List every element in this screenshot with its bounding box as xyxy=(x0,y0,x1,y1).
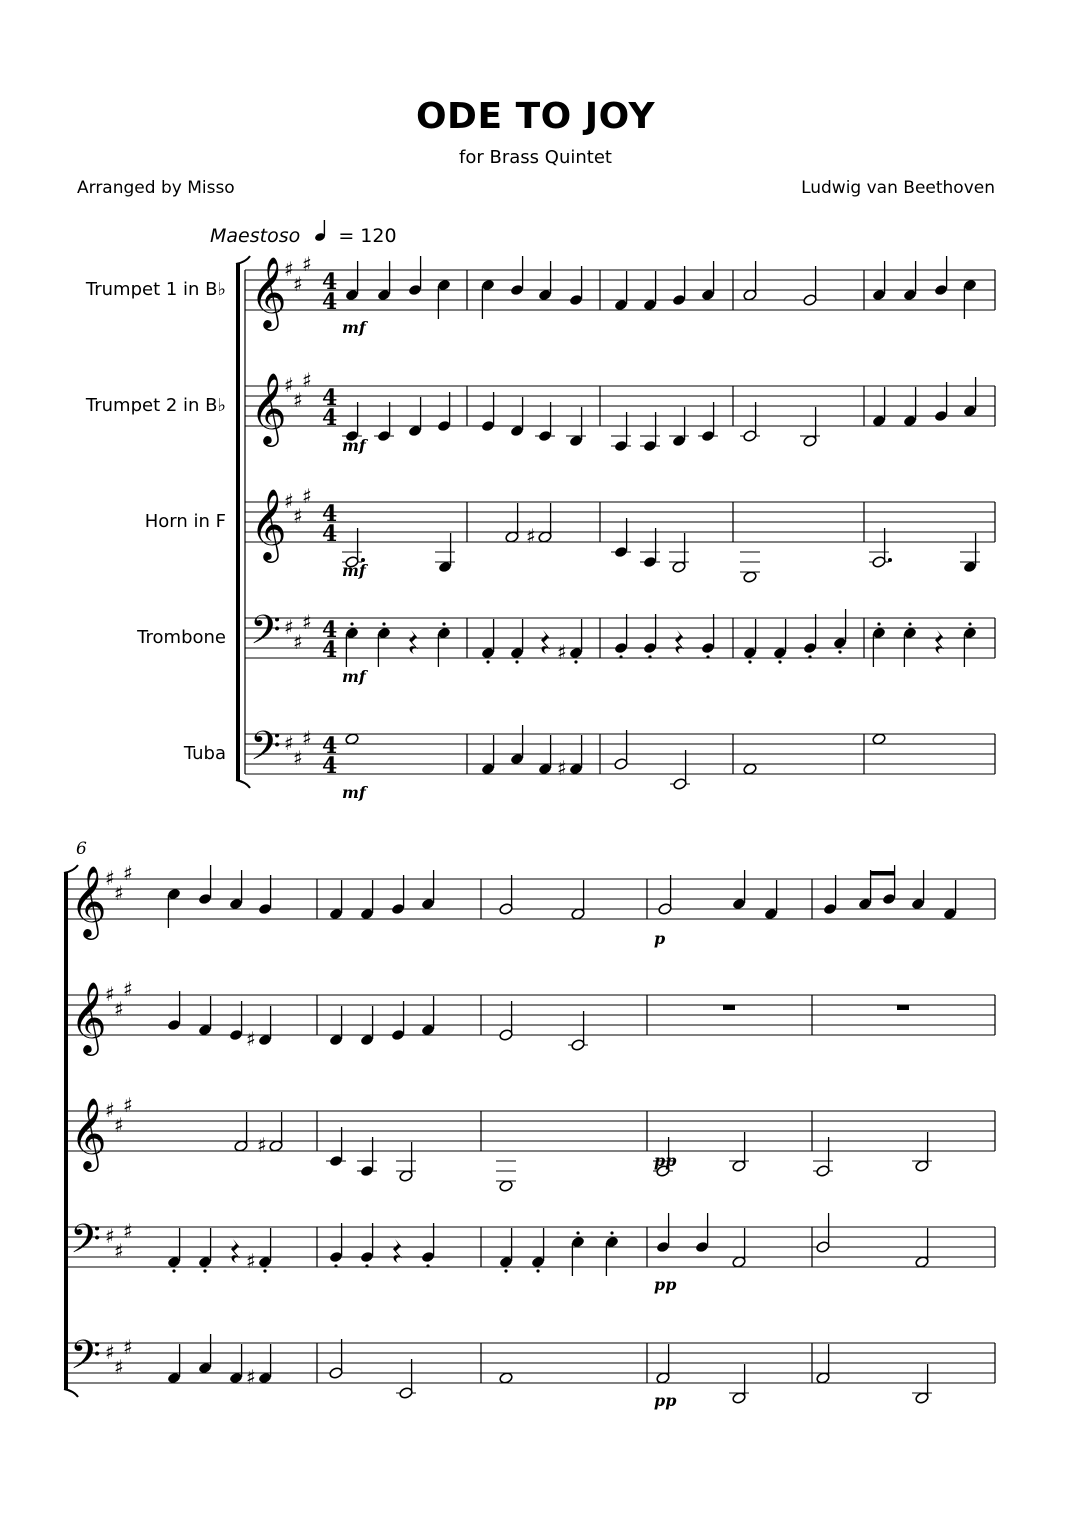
staccato-dot xyxy=(778,660,781,663)
sharp-icon: ♯ xyxy=(123,1335,133,1359)
staccato-dot xyxy=(610,1231,613,1234)
dynamic-pp: pp xyxy=(654,1151,677,1170)
treble-clef-icon: 𝄞 xyxy=(250,487,287,560)
score-subtitle: for Brass Quintet xyxy=(459,147,612,168)
staccato-dot xyxy=(536,1269,539,1272)
staccato-dot xyxy=(838,650,841,653)
staccato-dot xyxy=(203,1269,206,1272)
time-signature-denominator: 4 xyxy=(322,521,338,547)
staccato-dot xyxy=(515,660,518,663)
dynamic-mf: mf xyxy=(342,318,366,337)
whole-rest-icon xyxy=(897,1005,909,1010)
sharp-icon: ♯ xyxy=(114,1239,124,1263)
dynamic-mf: mf xyxy=(342,561,366,580)
treble-clef-icon: 𝄞 xyxy=(70,1096,107,1169)
staccato-dot xyxy=(908,622,911,625)
augmentation-dot xyxy=(888,558,892,562)
treble-clef-icon: 𝄞 xyxy=(250,255,287,328)
treble-clef-icon: 𝄞 xyxy=(250,371,287,444)
sharp-icon: ♯ xyxy=(105,1224,115,1248)
staccato-dot xyxy=(748,660,751,663)
sharp-icon: ♯ xyxy=(123,1219,133,1243)
bass-clef-icon: 𝄢 xyxy=(250,723,281,779)
sharp-icon: ♯ xyxy=(284,373,294,397)
staccato-dot xyxy=(877,622,880,625)
quarter-rest-icon xyxy=(675,630,684,654)
quarter-rest-icon xyxy=(409,630,418,654)
sharp-icon: ♯ xyxy=(284,489,294,513)
quarter-rest-icon xyxy=(541,630,550,654)
dynamic-mf: mf xyxy=(342,436,366,455)
sharp-icon: ♯ xyxy=(302,726,312,750)
open-notehead xyxy=(743,763,757,776)
sharp-icon: ♯ xyxy=(257,1133,267,1157)
sharp-icon: ♯ xyxy=(302,368,312,392)
sharp-icon: ♯ xyxy=(246,1027,256,1051)
dynamic-mf: mf xyxy=(342,783,366,802)
sharp-icon: ♯ xyxy=(293,746,303,770)
eighth-beam xyxy=(871,871,895,876)
treble-clef-icon: 𝄞 xyxy=(70,864,107,937)
time-signature-numerator: 4 xyxy=(322,617,338,643)
staccato-dot xyxy=(426,1264,429,1267)
treble-clef-icon: 𝄞 xyxy=(70,980,107,1053)
quarter-rest-icon xyxy=(231,1239,240,1263)
time-signature-numerator: 4 xyxy=(322,385,338,411)
quarter-rest-icon xyxy=(393,1239,402,1263)
quarter-rest-icon xyxy=(935,630,944,654)
dynamic-p: p xyxy=(654,929,666,948)
staccato-dot xyxy=(619,655,622,658)
time-signature-numerator: 4 xyxy=(322,269,338,295)
sharp-icon: ♯ xyxy=(123,1093,133,1117)
sharp-icon: ♯ xyxy=(123,861,133,885)
dynamic-pp: pp xyxy=(654,1275,677,1294)
staccato-dot xyxy=(808,655,811,658)
staccato-dot xyxy=(504,1269,507,1272)
sharp-icon: ♯ xyxy=(293,504,303,528)
bracket-top-hook xyxy=(236,256,250,264)
instrument-name-tuba: Tuba xyxy=(183,743,226,764)
sharp-icon: ♯ xyxy=(105,866,115,890)
bass-clef-icon: 𝄢 xyxy=(70,1332,101,1388)
staccato-dot xyxy=(648,655,651,658)
staccato-dot xyxy=(350,622,353,625)
measure-number: 6 xyxy=(76,839,87,859)
time-signature-denominator: 4 xyxy=(322,289,338,315)
sharp-icon: ♯ xyxy=(246,1365,256,1389)
sharp-icon: ♯ xyxy=(557,640,567,664)
tempo-value: = 120 xyxy=(338,225,397,247)
tempo-text: Maestoso xyxy=(210,225,301,247)
staccato-dot xyxy=(968,622,971,625)
sharp-icon: ♯ xyxy=(246,1249,256,1273)
staccato-dot xyxy=(574,660,577,663)
open-notehead xyxy=(345,733,359,746)
sharp-icon: ♯ xyxy=(114,1113,124,1137)
sharp-icon: ♯ xyxy=(302,610,312,634)
open-notehead xyxy=(743,571,757,584)
instrument-name-trumpet-2: Trumpet 2 in B♭ xyxy=(85,395,226,416)
sharp-icon: ♯ xyxy=(293,388,303,412)
bracket-bottom-hook xyxy=(64,1389,78,1397)
staccato-dot xyxy=(706,655,709,658)
score-title: ODE TO JOY xyxy=(415,96,656,137)
instrument-name-trumpet-1: Trumpet 1 in B♭ xyxy=(85,279,226,300)
staccato-dot xyxy=(334,1264,337,1267)
bracket-bottom-hook xyxy=(236,780,250,788)
time-signature-numerator: 4 xyxy=(322,733,338,759)
sharp-icon: ♯ xyxy=(114,1355,124,1379)
staccato-dot xyxy=(486,660,489,663)
staccato-dot xyxy=(365,1264,368,1267)
time-signature-denominator: 4 xyxy=(322,637,338,663)
sharp-icon: ♯ xyxy=(105,1098,115,1122)
sharp-icon: ♯ xyxy=(114,997,124,1021)
sharp-icon: ♯ xyxy=(284,257,294,281)
sharp-icon: ♯ xyxy=(114,881,124,905)
composer-credit: Ludwig van Beethoven xyxy=(801,178,995,198)
staccato-dot xyxy=(172,1269,175,1272)
staccato-dot xyxy=(263,1269,266,1272)
sharp-icon: ♯ xyxy=(284,615,294,639)
open-notehead xyxy=(499,1180,513,1193)
whole-rest-icon xyxy=(723,1005,735,1010)
time-signature-denominator: 4 xyxy=(322,405,338,431)
open-notehead xyxy=(872,733,886,746)
dynamic-pp: pp xyxy=(654,1391,677,1410)
staccato-dot xyxy=(382,622,385,625)
instrument-name-trombone: Trombone xyxy=(137,627,226,648)
open-notehead xyxy=(499,1372,513,1385)
staccato-dot xyxy=(442,622,445,625)
dynamic-mf: mf xyxy=(342,667,366,686)
sharp-icon: ♯ xyxy=(293,630,303,654)
time-signature-numerator: 4 xyxy=(322,501,338,527)
bass-clef-icon: 𝄢 xyxy=(70,1216,101,1272)
sharp-icon: ♯ xyxy=(302,484,312,508)
sharp-icon: ♯ xyxy=(526,524,536,548)
sharp-icon: ♯ xyxy=(105,1340,115,1364)
sharp-icon: ♯ xyxy=(123,977,133,1001)
time-signature-denominator: 4 xyxy=(322,753,338,779)
sharp-icon: ♯ xyxy=(302,252,312,276)
sharp-icon: ♯ xyxy=(293,272,303,296)
bass-clef-icon: 𝄢 xyxy=(250,607,281,663)
arranger-credit: Arranged by Misso xyxy=(77,178,235,198)
sharp-icon: ♯ xyxy=(557,756,567,780)
staccato-dot xyxy=(576,1231,579,1234)
instrument-name-horn: Horn in F xyxy=(144,511,226,532)
sharp-icon: ♯ xyxy=(284,731,294,755)
sharp-icon: ♯ xyxy=(105,982,115,1006)
